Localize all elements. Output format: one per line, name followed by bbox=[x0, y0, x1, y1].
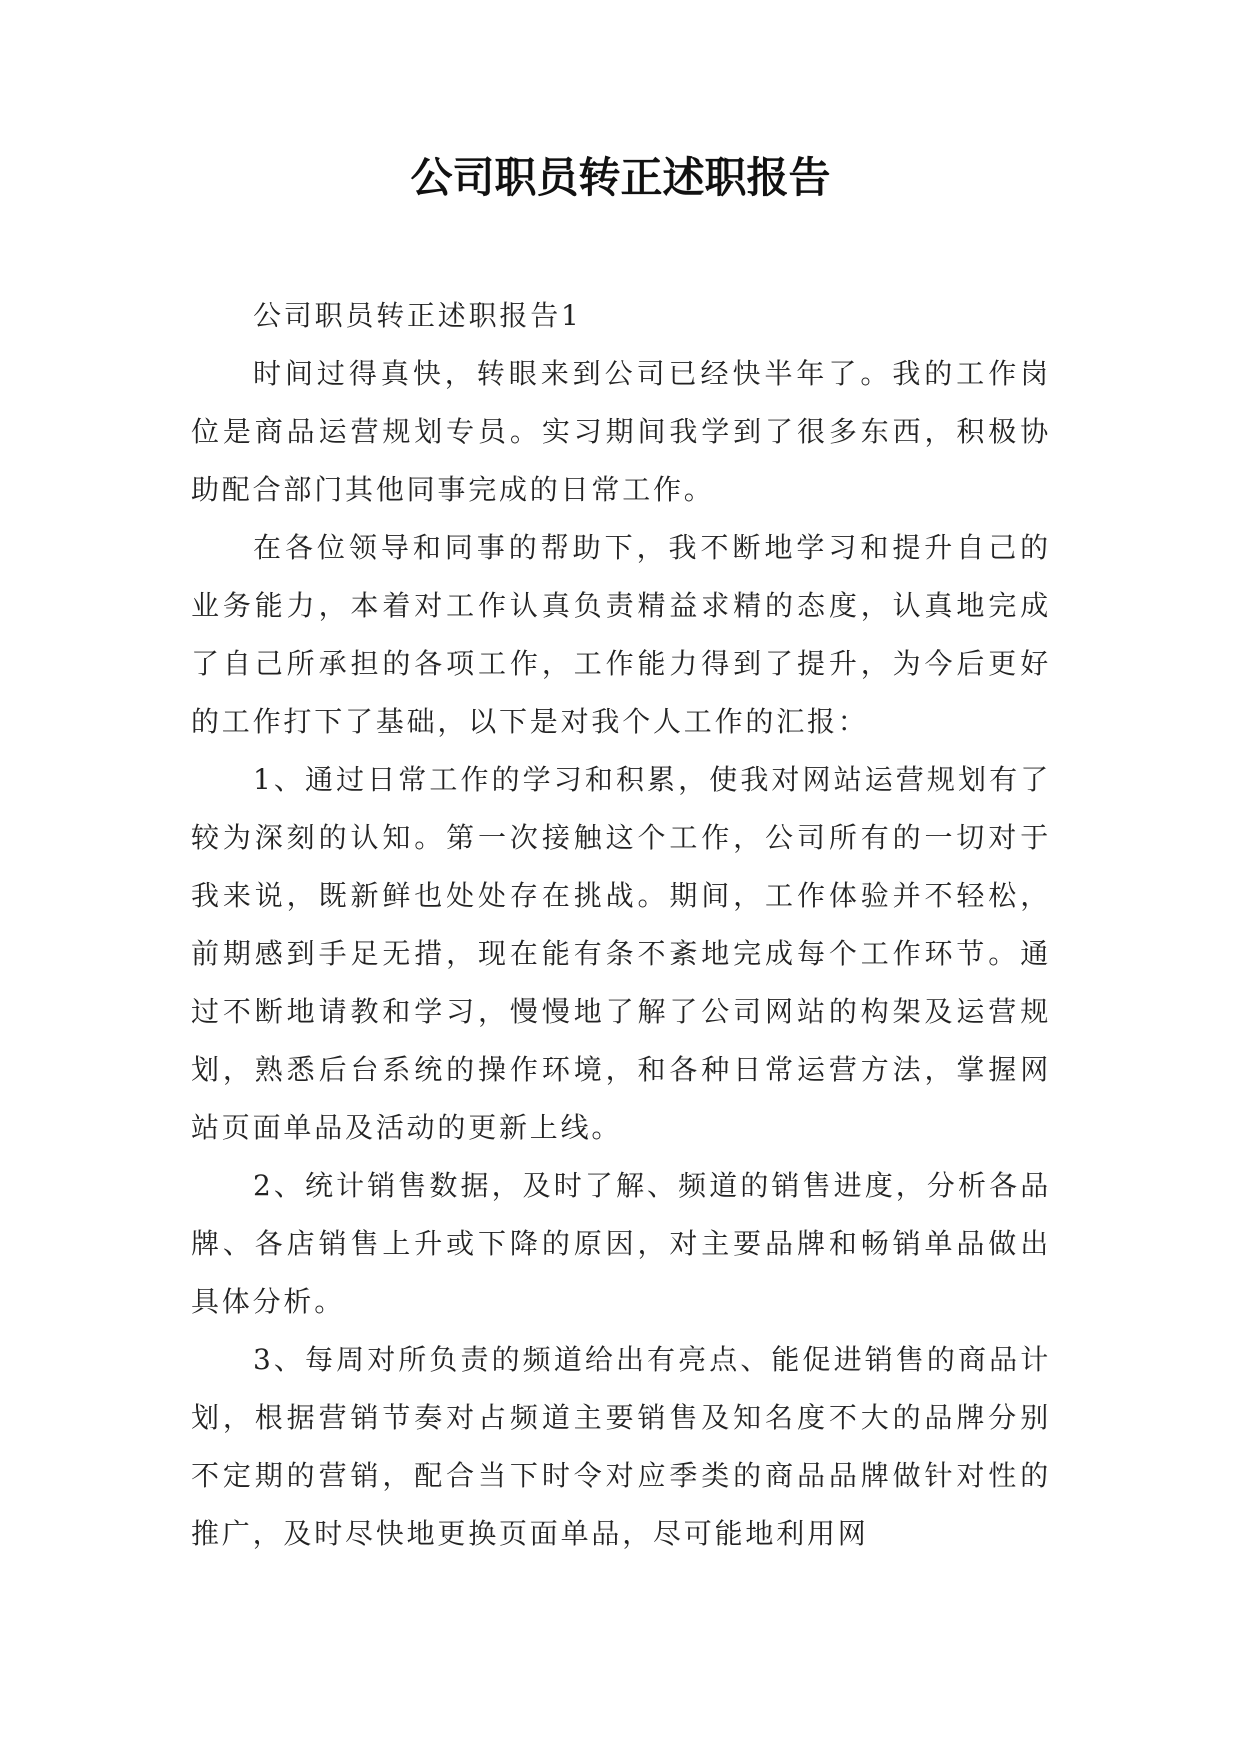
section-heading: 公司职员转正述职报告1 bbox=[253, 299, 582, 332]
paragraph-item-1: 1、通过日常工作的学习和积累，使我对网站运营规划有了较为深刻的认知。第一次接触这个工作，公司所有的一切对于我来说，既新鲜也处处存在挑战。期间，工作体验并不轻松，前期感到手足无措，现在能有条不紊地完成每个工作环节。通过不断地请教和学习，慢慢地了解了公司网站的构架及运营规划，熟悉后台系统的操作环境，和各种日常运营方法，掌握网站页面单品及活动的更新上线。 bbox=[191, 763, 1051, 1144]
paragraph-intro: 时间过得真快，转眼来到公司已经快半年了。我的工作岗位是商品运营规划专员。实习期间我学到了很多东西，积极协助配合部门其他同事完成的日常工作。 bbox=[191, 357, 1051, 506]
paragraph-item-3: 3、每周对所负责的频道给出有亮点、能促进销售的商品计划，根据营销节奏对占频道主要销售及知名度不大的品牌分别不定期的营销，配合当下时令对应季类的商品品牌做针对性的推广，及时尽快地更换页面单品，尽可能地利用网 bbox=[191, 1343, 1051, 1550]
document-title: 公司职员转正述职报告 bbox=[410, 153, 831, 202]
document-body bbox=[191, 287, 1051, 1563]
paragraph-summary: 在各位领导和同事的帮助下，我不断地学习和提升自己的业务能力，本着对工作认真负责精益求精的态度，认真地完成了自己所承担的各项工作，工作能力得到了提升，为今后更好的工作打下了基础，以下是对我个人工作的汇报： bbox=[191, 531, 1051, 738]
paragraph-item-2: 2、统计销售数据，及时了解、频道的销售进度，分析各品牌、各店销售上升或下降的原因，对主要品牌和畅销单品做出具体分析。 bbox=[191, 1169, 1051, 1318]
